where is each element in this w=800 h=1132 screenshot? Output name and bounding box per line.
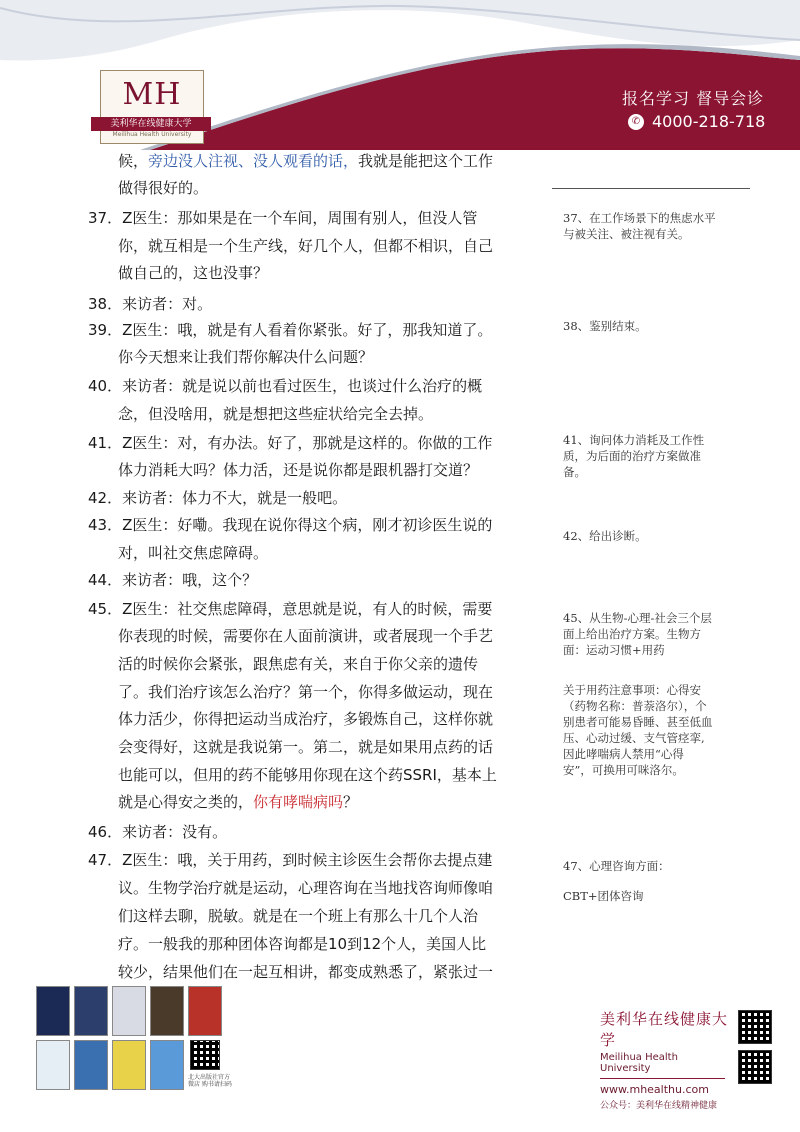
book-cover[interactable] bbox=[188, 986, 222, 1036]
side-note-line: 37、在工作场景下的焦虑水平 bbox=[563, 211, 716, 225]
footer-qr-code[interactable] bbox=[738, 1010, 772, 1044]
side-note-line: 别患者可能易昏睡、甚至低血 bbox=[563, 715, 713, 729]
side-note-line: 41、询问体力消耗及工作性 bbox=[563, 433, 705, 447]
footer-brand-en: Meilihua Health University bbox=[600, 1052, 678, 1074]
book-cover[interactable] bbox=[112, 1040, 146, 1090]
book-cover[interactable] bbox=[36, 1040, 70, 1090]
side-note-line: 关于用药注意事项：心得安 bbox=[563, 683, 701, 697]
line-text: 就是心得安之类的， bbox=[118, 793, 254, 811]
side-note-line: 与被关注、被注视有关。 bbox=[563, 227, 690, 241]
book-cover[interactable] bbox=[74, 986, 108, 1036]
transcript-line bbox=[118, 878, 493, 898]
footer-divider bbox=[600, 1078, 725, 1079]
transcript-line bbox=[88, 488, 347, 508]
qr-caption: 北大出版社官方微店 购书请扫码 bbox=[188, 1074, 232, 1088]
transcript-line bbox=[88, 320, 492, 340]
line-text: 46．来访者：没有。 bbox=[88, 823, 228, 841]
transcript-line bbox=[118, 178, 208, 198]
book-store-qr-code[interactable] bbox=[190, 1040, 220, 1070]
side-note-line: 47、心理咨询方面： bbox=[563, 859, 670, 873]
transcript-line bbox=[118, 654, 478, 674]
side-note bbox=[563, 858, 763, 874]
line-text: 候， bbox=[118, 152, 149, 170]
logo bbox=[100, 70, 204, 144]
page-header bbox=[0, 0, 800, 150]
side-note-line: 备。 bbox=[563, 465, 586, 479]
line-text: 也能可以，但用的药不能够用你现在这个药SSRI，基本上 bbox=[118, 766, 497, 784]
transcript-line bbox=[118, 263, 268, 283]
footer-wechat: 公众号：美利华在线精神健康 bbox=[600, 1101, 718, 1111]
transcript-line bbox=[118, 962, 493, 982]
line-text: 做自己的，这也没事？ bbox=[118, 264, 269, 282]
transcript-line bbox=[118, 460, 478, 480]
transcript-line bbox=[88, 515, 492, 535]
line-text: 你今天想来让我们帮你解决什么问题？ bbox=[118, 348, 374, 366]
transcript-line bbox=[118, 682, 493, 702]
line-text: 们这样去聊，脱敏。就是在一个班上有那么十几个人治 bbox=[118, 907, 479, 925]
line-text: 念，但没啥用，就是想把这些症状给完全去掉。 bbox=[118, 405, 434, 423]
highlight-red: 你有哮喘病吗 bbox=[253, 793, 344, 811]
line-text: 了。我们治疗该怎么治疗？第一个，你得多做运动，现在 bbox=[118, 683, 494, 701]
line-text: 39．Z医生：哦，就是有人看着你紧张。好了，那我知道了。 bbox=[88, 321, 493, 339]
transcript-line bbox=[88, 822, 227, 842]
transcript-line bbox=[118, 543, 268, 563]
header-slogan: 报名学习 督导会诊 bbox=[622, 89, 765, 108]
line-text: 41．Z医生：对，有办法。好了，那就是这样的。你做的工作 bbox=[88, 434, 493, 452]
line-text: 40．来访者：就是说以前也看过医生，也谈过什么治疗的概 bbox=[88, 377, 483, 395]
side-note-line: CBT+团体咨询 bbox=[563, 889, 644, 903]
transcript-line bbox=[88, 376, 482, 396]
line-text: 体力活少，你得把运动当成治疗，多锻炼自己，这样你就 bbox=[118, 710, 494, 728]
side-note-line: 安”，可换用可咪洛尔。 bbox=[563, 763, 684, 777]
line-text: 我就是能把这个工作 bbox=[358, 152, 494, 170]
side-note-line: 42、给出诊断。 bbox=[563, 529, 647, 543]
side-note-line: （药物名称：普萘洛尔），个 bbox=[563, 699, 707, 713]
side-note bbox=[563, 210, 763, 242]
transcript-line bbox=[88, 208, 477, 228]
side-note-line: 因此哮喘病人禁用“心得 bbox=[563, 747, 684, 761]
phone-number: 4000-218-718 bbox=[652, 112, 766, 131]
footer-brand bbox=[600, 1008, 730, 1111]
footer-brand-name: 美利华在线健康大学 bbox=[600, 1010, 729, 1049]
footer-wechat-qr-code[interactable] bbox=[738, 1050, 772, 1084]
line-text: 你表现的时候，需要你在人面前演讲，或者展现一个手艺 bbox=[118, 627, 494, 645]
side-note bbox=[563, 682, 763, 778]
transcript-line bbox=[88, 570, 257, 590]
line-text: 你，就互相是一个生产线，好几个人，但都不相识，自己 bbox=[118, 237, 494, 255]
side-note-line: 压、心动过缓、支气管痉挛, bbox=[563, 731, 705, 745]
line-text: 42．来访者：体力不大，就是一般吧。 bbox=[88, 489, 348, 507]
line-text: 活的时候你会紧张，跟焦虑有关，来自于你父亲的遗传 bbox=[118, 655, 479, 673]
line-text: 47．Z医生：哦，关于用药，到时候主诊医生会帮你去提点建 bbox=[88, 851, 493, 869]
book-cover[interactable] bbox=[150, 1040, 184, 1090]
line-text: 较少，结果他们在一起互相讲，都变成熟悉了，紧张过一 bbox=[118, 963, 494, 981]
line-text: 37．Z医生：那如果是在一个车间，周围有别人，但没人管 bbox=[88, 209, 478, 227]
transcript-line bbox=[118, 347, 373, 367]
line-text: 会变得好，这就是我说第一。第二，就是如果用点药的话 bbox=[118, 738, 494, 756]
side-note bbox=[563, 528, 763, 544]
highlight-blue: 旁边没人注视、没人观看的话， bbox=[148, 152, 359, 170]
side-note-line: 面上给出治疗方案。生物方 bbox=[563, 627, 701, 641]
line-text: ？ bbox=[343, 793, 359, 811]
line-text: 体力消耗大吗？体力活，还是说你都是跟机器打交道？ bbox=[118, 461, 479, 479]
book-promo bbox=[30, 982, 230, 1092]
transcript-line bbox=[118, 236, 493, 256]
book-cover[interactable] bbox=[36, 986, 70, 1036]
side-note-line: 质，为后面的治疗方案做准 bbox=[563, 449, 701, 463]
side-note-line: 45、从生物-心理-社会三个层 bbox=[563, 611, 712, 625]
header-phone bbox=[628, 112, 765, 131]
transcript-line bbox=[118, 765, 497, 785]
transcript-line bbox=[118, 934, 486, 954]
transcript-line bbox=[88, 850, 492, 870]
line-text: 38．来访者：对。 bbox=[88, 295, 213, 313]
transcript-line bbox=[88, 599, 492, 619]
line-text: 45．Z医生：社交焦虑障碍，意思就是说，有人的时候，需要 bbox=[88, 600, 493, 618]
transcript-line bbox=[118, 404, 433, 424]
side-note bbox=[563, 888, 763, 904]
line-text: 44．来访者：哦，这个？ bbox=[88, 571, 258, 589]
logo-ribbon: 美利华在线健康大学 bbox=[91, 117, 211, 131]
line-text: 43．Z医生：好嘞。我现在说你得这个病，刚才初诊医生说的 bbox=[88, 516, 493, 534]
line-text: 对，叫社交焦虑障碍。 bbox=[118, 544, 269, 562]
transcript-line bbox=[118, 906, 478, 926]
transcript-line bbox=[118, 626, 493, 646]
side-note bbox=[563, 432, 763, 480]
line-text: 疗。一般我的那种团体咨询都是10到12个人，美国人比 bbox=[118, 935, 487, 953]
transcript-line bbox=[118, 151, 493, 171]
transcript-line bbox=[118, 792, 358, 812]
side-note-line: 面：运动习惯+用药 bbox=[563, 643, 665, 657]
phone-icon: ✆ bbox=[628, 114, 644, 130]
transcript-line bbox=[118, 709, 493, 729]
transcript-line bbox=[88, 294, 212, 314]
book-cover[interactable] bbox=[150, 986, 184, 1036]
side-note-line: 38、鉴别结束。 bbox=[563, 319, 647, 333]
logo-subtitle: Meilihua Health University bbox=[112, 131, 192, 138]
transcript-line bbox=[88, 433, 492, 453]
side-note bbox=[563, 318, 763, 334]
logo-mark: MH bbox=[122, 77, 182, 112]
footer-url[interactable]: www.mhealthu.com bbox=[600, 1083, 709, 1096]
notes-divider bbox=[552, 188, 750, 189]
book-cover[interactable] bbox=[74, 1040, 108, 1090]
book-cover[interactable] bbox=[112, 986, 146, 1036]
transcript-line bbox=[118, 737, 493, 757]
line-text: 做得很好的。 bbox=[118, 179, 209, 197]
line-text: 议。生物学治疗就是运动，心理咨询在当地找咨询师像咱 bbox=[118, 879, 494, 897]
side-note bbox=[563, 610, 763, 658]
